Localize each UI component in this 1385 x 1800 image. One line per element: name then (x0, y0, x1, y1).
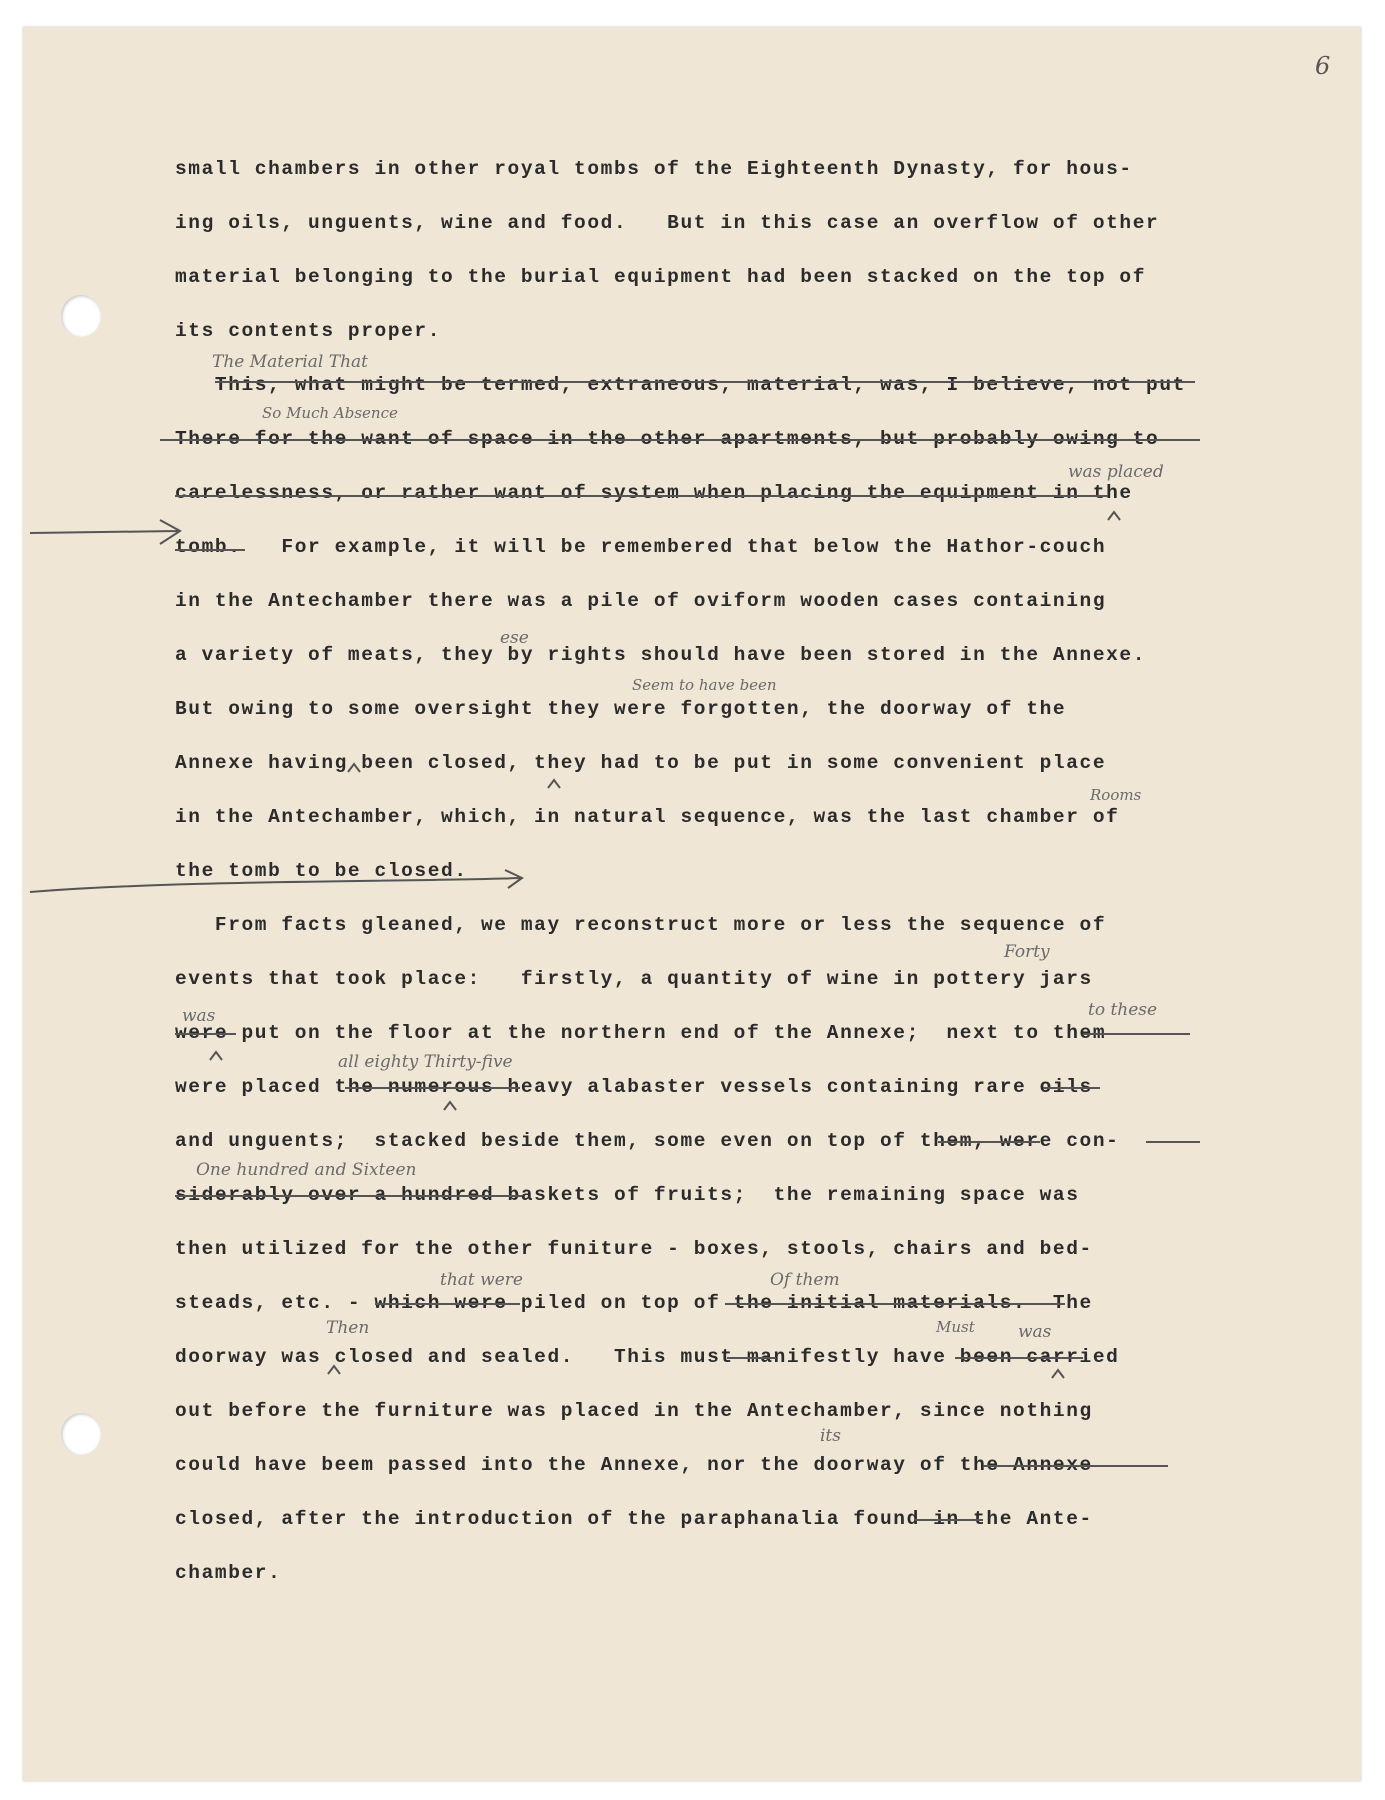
typed-line: events that took place: firstly, a quantity of wine in pottery jars (175, 968, 1093, 990)
pencil-annotation: Then (326, 1318, 370, 1338)
pencil-annotation: was (1018, 1322, 1052, 1342)
typed-line: tomb. For example, it will be remembered that below the Hathor-couch (175, 536, 1107, 558)
punch-hole-bottom (61, 1413, 101, 1455)
typed-line: closed, after the introduction of the paraphanalia found in the Ante- (175, 1508, 1093, 1530)
typed-line: ing oils, unguents, wine and food. But in this case an overflow of other (175, 212, 1160, 234)
pencil-annotation: to these (1088, 1000, 1158, 1020)
pencil-annotation: was placed (1068, 462, 1164, 482)
pencil-annotation: was (182, 1006, 216, 1026)
pencil-annotation: all eighty Thirty-five (338, 1052, 513, 1072)
pencil-annotation: Seem to have been (632, 676, 777, 694)
typed-line: This, what might be termed, extraneous, material, was, I believe, not put (175, 374, 1186, 396)
typed-line: But owing to some oversight they were forgotten, the doorway of the (175, 698, 1067, 720)
pencil-annotation: One hundred and Sixteen (196, 1160, 417, 1180)
typed-line: Annexe having been closed, they had to be put in some convenient place (175, 752, 1107, 774)
pencil-annotation: The Material That (212, 352, 368, 372)
pencil-annotation: Rooms (1090, 786, 1142, 804)
pencil-annotation: Forty (1004, 942, 1050, 962)
pencil-annotation: its (820, 1426, 841, 1446)
typed-line: small chambers in other royal tombs of the Eighteenth Dynasty, for hous- (175, 158, 1133, 180)
pencil-annotation: So Much Absence (262, 404, 398, 422)
typed-line: From facts gleaned, we may reconstruct more or less the sequence of (175, 914, 1107, 936)
typed-line: and unguents; stacked beside them, some even on top of them, were con- (175, 1130, 1120, 1152)
typescript-body (175, 158, 1235, 1616)
typed-line: were put on the floor at the northern end of the Annexe; next to them (175, 1022, 1107, 1044)
typed-line: could have beem passed into the Annexe, nor the doorway of the Annexe (175, 1454, 1093, 1476)
typed-line: out before the furniture was placed in the Antechamber, since nothing (175, 1400, 1093, 1422)
typed-line: steads, etc. - which were piled on top of the initial materials. The (175, 1292, 1093, 1314)
typed-line: then utilized for the other funiture - boxes, stools, chairs and bed- (175, 1238, 1093, 1260)
typed-line: the tomb to be closed. (175, 860, 468, 882)
typed-line: chamber. (175, 1562, 282, 1584)
typed-line: were placed the numerous heavy alabaster vessels containing rare oils (175, 1076, 1093, 1098)
typed-line: in the Antechamber, which, in natural sequence, was the last chamber of (175, 806, 1120, 828)
typed-line: carelessness, or rather want of system when placing the equipment in the (175, 482, 1133, 504)
page-number: 6 (1315, 52, 1331, 80)
pencil-annotation: Must (936, 1318, 975, 1336)
typed-line: in the Antechamber there was a pile of oviform wooden cases containing (175, 590, 1107, 612)
typed-line: siderably over a hundred baskets of fruits; the remaining space was (175, 1184, 1080, 1206)
punch-hole-top (61, 295, 101, 337)
typed-line: There for the want of space in the other apartments, but probably owing to (175, 428, 1160, 450)
typed-line: its contents proper. (175, 320, 442, 342)
pencil-annotation: ese (500, 628, 529, 648)
typed-line: a variety of meats, they by rights should have been stored in the Annexe. (175, 644, 1147, 666)
pencil-annotation: that were (440, 1270, 523, 1290)
typed-line: material belonging to the burial equipment had been stacked on the top of (175, 266, 1147, 288)
typed-line: doorway was closed and sealed. This must manifestly have been carried (175, 1346, 1120, 1368)
pencil-annotation: Of them (770, 1270, 840, 1290)
